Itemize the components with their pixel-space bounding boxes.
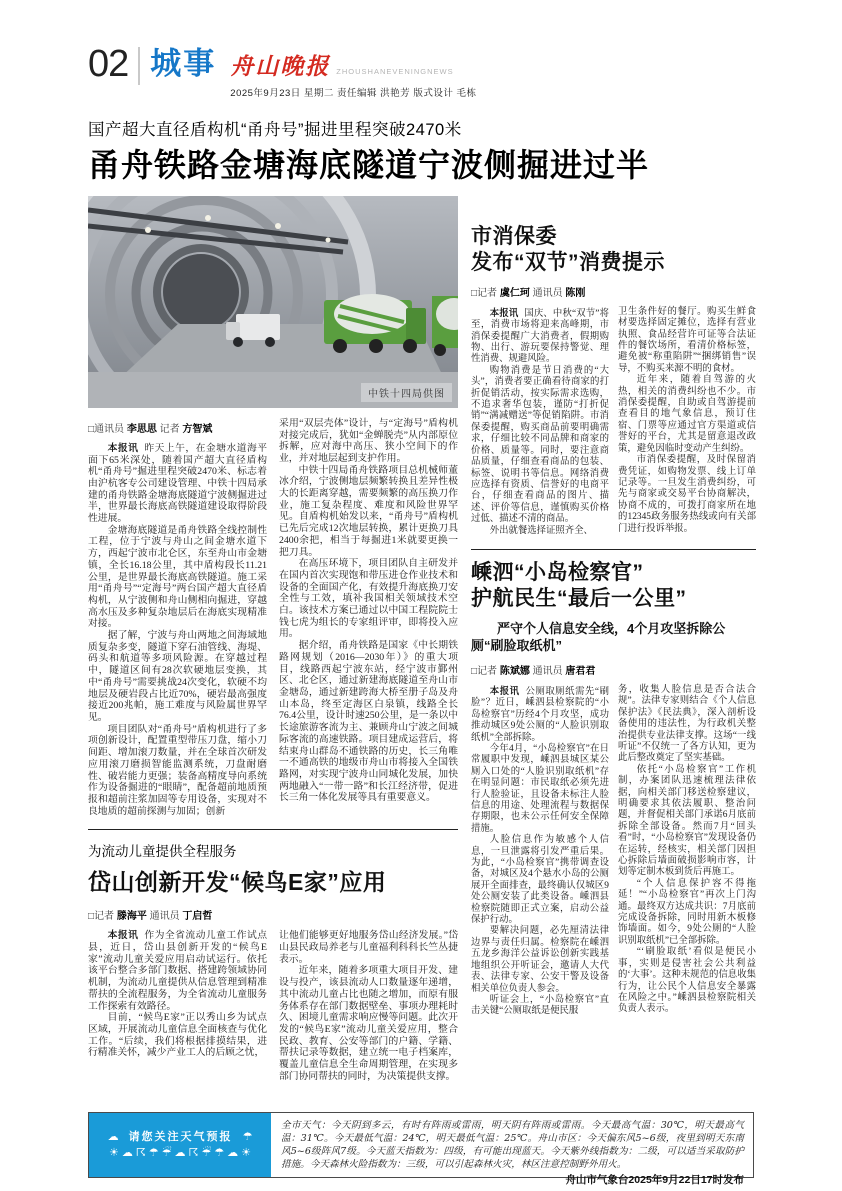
cloud-icon: ☁: [107, 1130, 119, 1143]
header-divider: [138, 47, 140, 85]
daishan-paragraph: 本报讯 作为全省流动儿童工作试点县，近日，岱山县创新开发的“候鸟E家”流动儿童关爱应用启动试运行。依托该平台整合多部门数据、搭建跨领域协同机制，为流动儿童提供从信息管理到精准帮扶的全流程服务，为全省流动儿童服务工作探索有效路径。: [88, 930, 268, 1012]
main-headline: 甬舟铁路金塘海底隧道宁波侧掘进过半: [88, 147, 650, 183]
inspector-headline-line2: 护航民生“最后一公里”: [471, 586, 687, 610]
byline-name: 李思思: [126, 423, 157, 435]
inspector-paragraph: 人脸信息作为敏感个人信息，一旦泄露将引发严重后果。为此，“小岛检察官”携带调查设备，对城区及4个悬水小岛的公厕展开全面排查，最终确认仅城区9处公厕安装了此类设备。嵊泗县检察院随即正式立案，启动公益保护行动。: [471, 835, 609, 926]
main-story-paragraph: 采用“双层壳体”设计，与“定海号”盾构机对接完成后，犹如“金蝉脱壳”从内部原位拆解，应对海中高压、狭小空间下的作业，并对地层起到支护作用。: [279, 417, 458, 464]
byline-role: 通讯员: [532, 665, 563, 677]
main-kicker: 国产超大直径盾构机“甬舟号”掘进里程突破2470米: [88, 121, 462, 139]
byline-name: 丁启哲: [182, 911, 213, 923]
daishan-paragraph: 近年来，随着多项重大项目开发、建设与投产，该县流动人口数量逐年递增，其中流动儿童占比也随之增加，而原有服务体系存在部门数据壁垒、事项办理耗时久、困境儿童需求响应慢等问题。此次开发的“候鸟E家”流动儿童关爱应用，整合民政、教育、公安等部门的户籍、学籍、帮扶记录等数据，建立统一电子档案库，覆盖儿童信息全生命周期管理，在实现多部门协同帮扶的同时，为决策提供支撑。: [279, 965, 458, 1082]
inspector-paragraph: 听证会上，“小岛检察官”直击关键“公厕取纸是便民服: [471, 994, 609, 1017]
weather-icon: ☁: [227, 1146, 239, 1159]
consumer-paragraph: 购物消费是节日消费的“大头”，消费者要正确看待商家的打折促销活动，按实际需求选购，不追求奢华包装，谨防“打折促销”“满减赠送”等促销陷阱。市消保委提醒，购买商品前要明确需求，仔细比较不同品牌和商家的价格、质量等。同时，要注意商品质量，仔细查看商品的包装、标签、说明书等信息。网络消费应选择有资质、信誉好的电商平台，仔细查看商品的图片、描述、评价等信息，谨慎购买价格过低、描述不清的商品。: [471, 365, 609, 525]
section-rule: [88, 829, 458, 830]
weather-icon: ☂: [148, 1146, 159, 1159]
consumer-headline: [471, 224, 756, 276]
weather-icon: ☈: [135, 1146, 146, 1159]
consumer-byline: [471, 284, 756, 299]
inspector-subtitle: 严守个人信息安全线，4个月攻坚拆除公厕“刷脸取纸机”: [471, 620, 726, 653]
byline-role: □记者: [471, 665, 498, 677]
inspector-paragraph: 要解决问题，必先厘清法律边界与责任归属。检察院在嵊泗五龙乡海洋公益诉讼创新实践基地组织公开听证会，邀请人大代表、法律专家、公安干警及设备相关单位负责人参会。: [471, 926, 609, 994]
consumer-headline-line2: 发布“双节”消费提示: [471, 250, 665, 274]
consumer-paragraph: 卫生条件好的餐厅。购买生鲜食材要选择固定摊位，选择有营业执照、食品经营许可证等合法证件的餐饮场所，看清价格标签，避免被“称重陷阱”“捆绑销售”误导，不购买来源不明的食材。: [618, 306, 756, 374]
byline-name: 陈刚: [565, 287, 586, 299]
masthead-logo: 舟山晚报: [230, 53, 331, 80]
daishan-article: [88, 840, 458, 1082]
consumer-paragraph: 本报讯 国庆、中秋“双节”将至，消费市场将迎来高峰期，市消保委提醒广大消费者，假期购物、出行、游玩要保持警觉、理性消费、规避风险。: [471, 306, 609, 365]
weather-icon: ☈: [188, 1146, 199, 1159]
main-byline: [88, 420, 267, 435]
lead-tag: 本报讯: [107, 930, 139, 942]
daishan-headline: 岱山创新开发“候鸟E家”应用: [88, 869, 387, 896]
inspector-body: [471, 685, 756, 1018]
weather-banner-top: [108, 1131, 253, 1143]
weather-icon: ☔: [201, 1146, 212, 1159]
inspector-byline: [471, 662, 756, 677]
main-story-paragraph: 本报讯 昨天上午，在金塘水道海平面下65米深处，随着国产超大直径盾构机“甬舟号”掘进里程突破2470米、标志着由沪杭客专公司建设管理、中铁十四局承建的甬舟铁路金塘海底隧道宁波侧掘进过半，世界最长海底高铁隧道建设取得阶段性进展。: [88, 442, 268, 525]
main-story-body: [88, 418, 458, 818]
main-story-paragraph: 在高压环境下，项目团队自主研发并在国内首次实现饱和带压进仓作业技术和设备的全面国产化，有效提升海底换刀安全性与工效，填补我国相关领域技术空白。该技术方案已通过以中国工程院院士钱七虎为组长的专家组评审，即将投入应用。: [279, 558, 458, 640]
weather-issuer: 舟山市气象台2025年9月22日17时发布: [565, 1174, 744, 1186]
daishan-col2: [279, 930, 458, 1082]
byline-role: □记者: [471, 287, 498, 299]
byline-role: 通讯员: [532, 287, 563, 299]
weather-icon-row: [109, 1147, 251, 1159]
inspector-paragraph: 依托“小岛检察官”工作机制，办案团队迅速梳理法律依据，向相关部门移送检察建议，明确要求其依法履职、整治问题，并督促相关部门承诺6月底前拆除全部设备。然而7月“回头看”时，“小岛检察官”发现设备仍在运转，经核实，相关部门因担心拆除后墙面破损影响市容，计划等定制木板到货后再施工。: [618, 764, 756, 878]
right-column: [471, 196, 756, 1118]
byline-name: 陈斌娜: [499, 665, 530, 677]
daishan-byline: [88, 907, 458, 922]
page-header: [88, 44, 756, 100]
byline-name: 唐君君: [565, 665, 596, 677]
daishan-paragraph: 让他们能够更好地服务岱山经济发展。”岱山县民政局养老与儿童福利科科长竺丛捷表示。: [279, 930, 458, 965]
page-number: 02: [88, 43, 129, 85]
inspector-paragraph: 今年4月，“小岛检察官”在日常履职中发现，嵊泗县城区某公厕入口处的“人脸识别取纸机”存在明显问题：市民取纸必须先进行人脸验证，且设备未标注人脸信息的用途、处理流程与数据保存期限，也未公示任何安全保障措施。: [471, 743, 609, 834]
consumer-body: [471, 307, 756, 537]
consumer-paragraph: 市消保委提醒，及时保留消费凭证，如购物发票、线上订单记录等。一旦发生消费纠纷，可先与商家或交易平台协商解决，协商不成的，可拨打商家所在地的12345政务服务热线或向有关部门进行投诉举报。: [618, 455, 756, 534]
byline-name: 滕海平: [116, 911, 147, 923]
masthead-brand: [230, 44, 476, 99]
inspector-headline-line1: 嵊泗“小岛检察官”: [471, 560, 644, 584]
weather-banner-title: 请您关注天气预报: [128, 1130, 233, 1143]
inspector-paragraph: “‘刷脸取纸’看似是便民小事，实则是侵害社会公共利益的‘大事’。这种未规范的信息收集行为，让公民个人信息安全暴露在风险之中。”嵊泗县检察院相关负责人表示。: [618, 947, 756, 1015]
umbrella-icon: ☂: [242, 1130, 253, 1143]
weather-icon: ☁: [121, 1146, 133, 1159]
consumer-article: [471, 224, 756, 537]
main-story-region: [88, 196, 458, 1118]
daishan-body: [88, 930, 458, 1082]
weather-banner: [89, 1113, 271, 1177]
consumer-headline-line1: 市消保委: [471, 224, 557, 248]
lead-tag: 本报讯: [489, 684, 520, 696]
photo-caption: 中铁十四局供图: [361, 383, 452, 402]
weather-bar: [88, 1112, 754, 1186]
main-story-col2: [279, 418, 458, 818]
weather-icon: ☀: [109, 1146, 119, 1159]
byline-role: □通讯员: [88, 423, 125, 435]
inspector-article: [471, 560, 756, 1018]
consumer-paragraph: 近年来，随着自驾游的火热，相关的消费纠纷也不少。市消保委提醒，自助或自驾游提前查看目的地气象信息，预订住宿、门票等应通过官方渠道或信誉好的平台，尤其是留意退改政策，避免因临时变动产生纠纷。: [618, 375, 756, 454]
main-story-paragraph: 项目团队对“甬舟号”盾构机进行了多项创新设计，配置重型带压刀盘，缩小刀间距、增加滚刀数量，并在全球首次研发应用滚刀磨损智能监测系统，刀盘耐磨性、破岩能力更强；装备高精度导向系统作为设备掘进的“眼睛”，配备超前地质预报和超前注浆加固等专用设备，实现对不良地质的超前探测与加固；创新: [88, 723, 267, 817]
lead-tag: 本报讯: [489, 306, 519, 318]
daishan-kicker: 为流动儿童提供全程服务: [88, 844, 237, 860]
inspector-paragraph: 务，收集人脸信息是否合法合规”。法律专家则结合《个人信息保护法》《民法典》，深入剖析设备使用的违法性，为行政机关整治提供专业法律支撑。这场“一线听证”不仅统一了各方认知，更为此后整改奠定了坚实基础。: [618, 684, 756, 764]
inspector-col1: [471, 685, 609, 1018]
tunnel-photo: [88, 196, 458, 408]
inspector-paragraph: 本报讯 公厕取厕纸需先“刷脸”？近日，嵊泗县检察院的“小岛检察官”历经4个月攻坚，成功推动城区9处公厕的“人脸识别取纸机”全部拆除。: [471, 684, 609, 743]
page-body: [88, 196, 756, 1118]
byline-name: 虞仁珂: [499, 287, 530, 299]
tunnel-photo-art: [88, 196, 458, 408]
main-story-paragraph: 据介绍，甬舟铁路是国家《中长期铁路网规划（2016—2030年）》的重大项目，线路西起宁波东站，经宁波市鄞州区、北仑区，通过新建海底隧道至舟山市金塘岛，通过新建跨海大桥至册子岛及舟山本岛，终至定海区白泉镇，线路全长76.4公里，设计时速250公里，是一条以中长途旅游客流为主、兼顾舟山宁波之间城际客流的高速铁路。项目建成运营后，将结束舟山群岛不通铁路的历史，长三角唯一不通高铁的地级市舟山市将接入全国铁路网，对实现宁波舟山同城化发展，加快两地融入“一带一路”和长江经济带，促进长三角一体化发展等具有重要意义。: [279, 640, 458, 804]
main-story-col1: [88, 418, 267, 818]
byline-name: 方智斌: [182, 423, 213, 435]
main-story-paragraph: 中铁十四局甬舟铁路项目总机械师董冰介绍，宁波侧地层频繁转换且差异性极大的长距离穿越，需要频繁的高压换刀作业，施工复杂程度、难度和风险世界罕见。自盾构机始发以来，“甬舟号”盾构机已先后完成12次地层转换，累计更换刀具2400余把，相当于每掘进1米就要更换一把刀具。: [279, 464, 458, 558]
weather-icon: ☔: [161, 1146, 172, 1159]
byline-role: 通讯员: [149, 911, 180, 923]
inspector-headline: [471, 560, 756, 612]
weather-text-area: [271, 1113, 753, 1186]
inspector-paragraph: “个人信息保护容不得拖延！”“小岛检察官”再次上门沟通。最终双方达成共识：7月底前完成设备拆除，同时用新木板修饰墙面。如今，9处公厕的“人脸识别取纸机”已全部拆除。: [618, 878, 756, 946]
consumer-col2: [618, 307, 756, 537]
weather-forecast: 全市天气：今天阴到多云，有时有阵雨或雷雨，明天阴有阵雨或雷雨。今天最高气温：30℃，明天最高气温：31℃。今天最低气温：24℃，明天最低气温：25℃。舟山市区：今天偏东风5~6级，夜里到明天东南风5~6级阵风7级。今天蓝天指数为：四级，有可能出现蓝天。今天紫外线指数为：二级，可以适当采取防护措施。今天森林火险指数为：三级，可以引起森林火灾，林区注意控制野外用火。: [281, 1120, 744, 1170]
byline-role: 记者: [159, 423, 180, 435]
main-story-paragraph: 据了解，宁波与舟山两地之间海域地质复杂多变，隧道下穿石油管线、海堤、码头和航道等多项风险源。在穿越过程中，隧道区间有28次软硬地层变换，其中“甬舟号”需要挑战24次变化，软硬不均地层及硬岩段占比近70%，硬岩最高强度接近200兆帕，施工难度与风险属世界罕见。: [88, 630, 267, 723]
section-rule: [471, 549, 756, 550]
section-title: 城事: [150, 46, 217, 81]
consumer-paragraph: 外出就餐选择证照齐全、: [489, 525, 593, 536]
inspector-col2: [618, 685, 756, 1018]
daishan-paragraph: 目前，“候鸟E家”正以秀山乡为试点区域，开展流动儿童信息全面核查与优化工作。“后续，我们将根据排摸结果，进行精准关怀，减少产业工人的后顾之忧，: [88, 1012, 267, 1059]
lead-tag: 本报讯: [107, 442, 139, 454]
weather-icon: ☀: [241, 1146, 251, 1159]
weather-icon: ☁: [174, 1146, 186, 1159]
weather-icon: ☂: [214, 1146, 225, 1159]
main-story-paragraph: 金塘海底隧道是甬舟铁路全线控制性工程，位于宁波与舟山之间金塘水道下方，西起宁波市北仑区，东至舟山市金塘镇，全长16.18公里，其中盾构段长11.21公里，是世界最长海底高铁隧道。施工采用“甬舟号”“定海号”两台国产超大直径盾构机，从宁波侧和舟山侧相向掘进，穿越高水压及多种复杂地层后在海底实现精准对接。: [88, 524, 267, 630]
consumer-col1: [471, 307, 609, 537]
masthead-english: ZHOUSHANEVENINGNEWS: [336, 67, 454, 76]
byline-role: □记者: [88, 911, 115, 923]
daishan-col1: [88, 930, 267, 1082]
dateline: 2025年9月23日 星期二 责任编辑 洪艳芳 版式设计 毛栋: [230, 88, 477, 99]
